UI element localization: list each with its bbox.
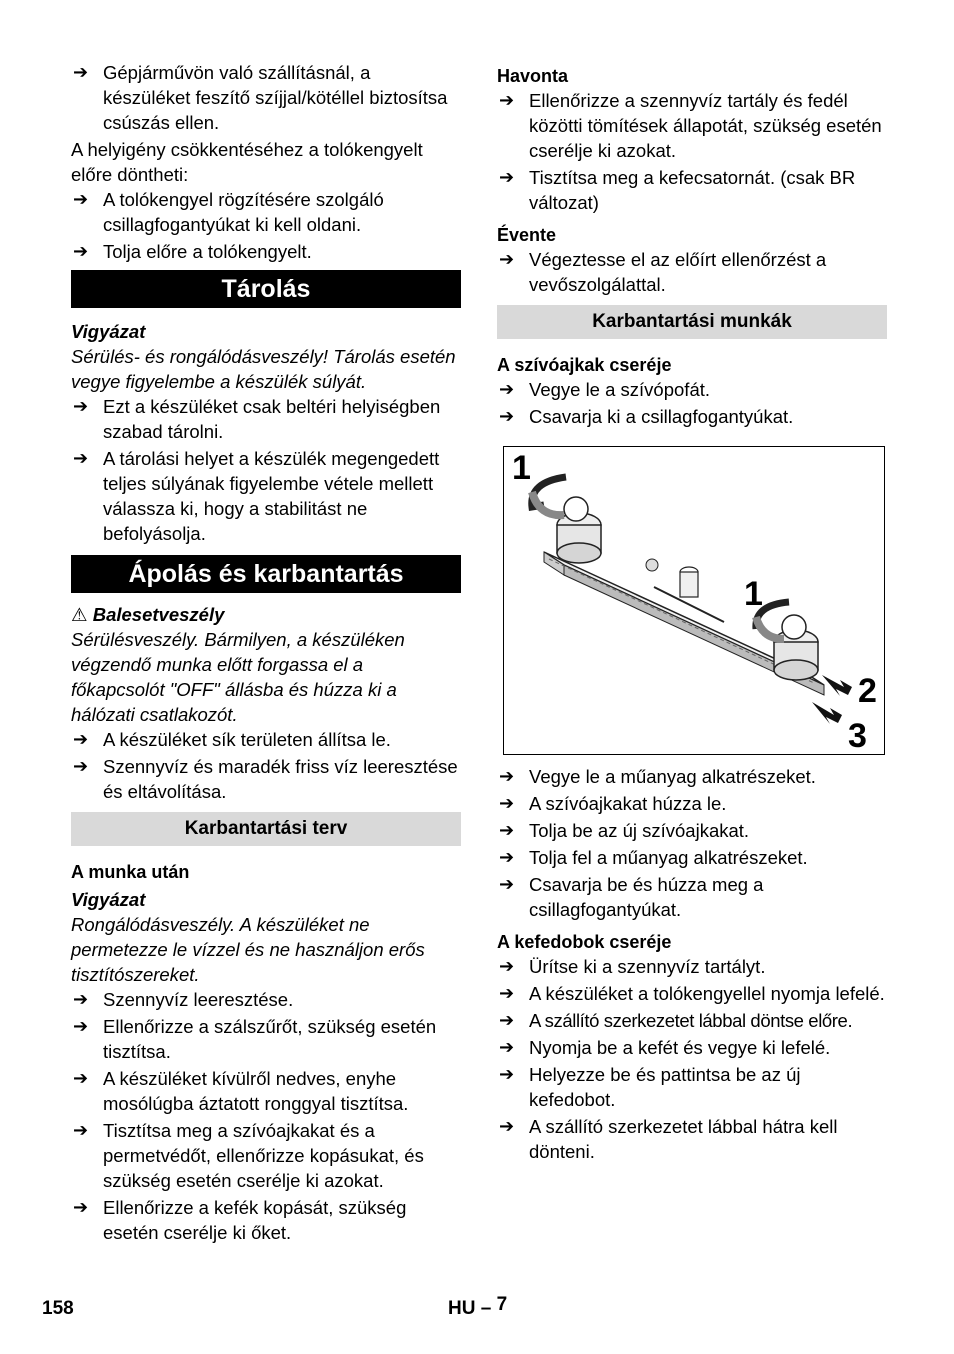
subheading-brush-replacement: A kefedobok cseréje bbox=[497, 932, 672, 952]
subheading-yearly: Évente bbox=[497, 225, 557, 245]
arrow-icon: ➔ bbox=[499, 793, 515, 813]
caution-title: Vigyázat bbox=[71, 889, 146, 910]
figure-label-1b: 1 bbox=[744, 575, 763, 613]
arrow-icon: ➔ bbox=[499, 379, 515, 399]
list-item: ➔ Vegye le a műanyag alkatrészeket. bbox=[499, 766, 816, 787]
suction-bar-illustration bbox=[504, 447, 884, 754]
list-item: ➔ Tisztítsa meg a szívóajkakat és a permetvédőt, ellenőrizze kopásukat, és szükség esetén cserélje ki azokat. bbox=[73, 1120, 424, 1191]
danger-title: ⚠ Balesetveszély bbox=[71, 604, 225, 625]
section-heading-storage: Tárolás bbox=[71, 270, 461, 308]
section-heading-plan: Karbantartási terv bbox=[71, 812, 461, 846]
list-item: ➔ Ezt a készüléket csak beltéri helyiségben szabad tárolni. bbox=[73, 396, 441, 442]
list-item: ➔ Ellenőrizze a szálszűrőt, szükség esetén tisztítsa. bbox=[73, 1016, 437, 1062]
arrow-icon: ➔ bbox=[499, 1010, 514, 1030]
figure-label-2: 2 bbox=[858, 672, 877, 710]
suction-bar-figure bbox=[503, 446, 885, 755]
arrow-icon: ➔ bbox=[499, 766, 515, 786]
arrow-icon: ➔ bbox=[499, 167, 515, 187]
warning-icon: ⚠ bbox=[71, 604, 88, 625]
arrow-icon: ➔ bbox=[499, 874, 515, 894]
arrow-icon: ➔ bbox=[499, 90, 515, 110]
subheading-lip-replacement: A szívóajkak cseréje bbox=[497, 355, 672, 375]
list-item: ➔ A készüléket a tolókengyellel nyomja lefelé. bbox=[499, 983, 885, 1004]
list-item: ➔ Végeztesse el az előírt ellenőrzést a vevőszolgálattal. bbox=[499, 249, 827, 295]
arrow-icon: ➔ bbox=[499, 820, 515, 840]
subheading-monthly: Havonta bbox=[497, 66, 569, 86]
caution-text: Rongálódásveszély. A készüléket ne permetezze le vízzel és ne használjon erős tisztítószereket. bbox=[71, 914, 425, 985]
list-item: ➔ Szennyvíz és maradék friss víz leeresztése és eltávolítása. bbox=[73, 756, 458, 802]
list-item: ➔ Ellenőrizze a kefék kopását, szükség esetén cserélje ki őket. bbox=[73, 1197, 407, 1243]
list-item: ➔ Tisztítsa meg a kefecsatornát. (csak BR változat) bbox=[499, 167, 856, 213]
list-item: ➔ Nyomja be a kefét és vegye ki lefelé. bbox=[499, 1037, 831, 1058]
arrow-icon: ➔ bbox=[73, 1197, 89, 1217]
arrow-icon: ➔ bbox=[499, 983, 515, 1003]
arrow-icon: ➔ bbox=[499, 406, 515, 426]
list-item: ➔ Szennyvíz leeresztése. bbox=[73, 989, 294, 1010]
arrow-icon: ➔ bbox=[499, 1116, 515, 1136]
arrow-icon: ➔ bbox=[499, 847, 515, 867]
arrow-icon: ➔ bbox=[499, 1064, 515, 1084]
list-item: ➔ Ürítse ki a szennyvíz tartályt. bbox=[499, 956, 766, 977]
arrow-icon: ➔ bbox=[499, 249, 515, 269]
arrow-icon: ➔ bbox=[73, 448, 89, 468]
left-column bbox=[71, 60, 461, 1247]
list-item: ➔ Ellenőrizze a szennyvíz tartály és fedél közötti tömítések állapotát, szükség esetén cserélje ki azokat. bbox=[499, 90, 882, 161]
list-item: ➔ Csavarja ki a csillagfogantyúkat. bbox=[499, 406, 794, 427]
list-item: ➔ Tolja előre a tolókengyelt. bbox=[73, 241, 312, 262]
list-item: ➔ A szállító szerkezetet lábbal döntse előre. bbox=[499, 1010, 853, 1031]
list-item: ➔ Tolja fel a műanyag alkatrészeket. bbox=[499, 847, 808, 868]
arrow-icon: ➔ bbox=[73, 62, 89, 82]
subheading-after-work: A munka után bbox=[71, 862, 190, 882]
page-number: 158 bbox=[42, 1298, 74, 1319]
list-item: ➔ Helyezze be és pattintsa be az új kefedobot. bbox=[499, 1064, 801, 1110]
list-item: ➔ A szállító szerkezetet lábbal hátra kell dönteni. bbox=[499, 1116, 838, 1162]
list-item: ➔ Gépjárművön való szállításnál, a készüléket feszítő szíjjal/kötéllel biztosítsa csúszás ellen. bbox=[73, 62, 448, 133]
list-item: ➔ A tolókengyel rögzítésére szolgáló csillagfogantyúkat ki kell oldani. bbox=[73, 189, 384, 235]
arrow-icon: ➔ bbox=[73, 1120, 89, 1140]
list-item: ➔ Vegye le a szívópofát. bbox=[499, 379, 711, 400]
list-item: ➔ A készüléket sík területen állítsa le. bbox=[73, 729, 391, 750]
list-item: ➔ A készüléket kívülről nedves, enyhe mosólúgba áztatott ronggyal tisztítsa. bbox=[73, 1068, 409, 1114]
section-heading-care: Ápolás és karbantartás bbox=[71, 555, 461, 593]
arrow-icon: ➔ bbox=[73, 1068, 89, 1088]
arrow-icon: ➔ bbox=[73, 241, 89, 261]
paragraph: A helyigény csökkentéséhez a tolókengyelt előre döntheti: bbox=[71, 139, 423, 185]
arrow-icon: ➔ bbox=[73, 396, 89, 416]
figure-label-1a: 1 bbox=[512, 449, 531, 487]
arrow-icon: ➔ bbox=[73, 1016, 89, 1036]
caution-text: Sérülés- és rongálódásveszély! Tárolás esetén vegye figyelembe a készülék súlyát. bbox=[71, 346, 456, 392]
arrow-icon: ➔ bbox=[499, 1037, 515, 1057]
figure-label-3: 3 bbox=[848, 717, 867, 754]
section-heading-work: Karbantartási munkák bbox=[497, 305, 887, 339]
danger-text: Sérülésveszély. Bármilyen, a készüléken végzendő munka előtt forgassa el a főkapcsolót "OFF" állásba és húzza ki a hálózati csatlakozót. bbox=[71, 629, 405, 725]
footer-lang: HU – 7 bbox=[448, 1294, 508, 1319]
arrow-icon: ➔ bbox=[73, 989, 89, 1009]
arrow-icon: ➔ bbox=[73, 756, 89, 776]
arrow-icon: ➔ bbox=[73, 189, 89, 209]
caution-title: Vigyázat bbox=[71, 321, 146, 342]
arrow-icon: ➔ bbox=[499, 956, 515, 976]
list-item: ➔ A tárolási helyet a készülék megengedett teljes súlyának figyelembe vétele mellett válassza ki, hogy a stabilitást ne befolyásolja. bbox=[73, 448, 440, 544]
list-item: ➔ Tolja be az új szívóajkakat. bbox=[499, 820, 750, 841]
list-item: ➔ Csavarja be és húzza meg a csillagfogantyúkat. bbox=[499, 874, 764, 920]
arrow-icon: ➔ bbox=[73, 729, 89, 749]
right-column bbox=[497, 64, 887, 1166]
list-item: ➔ A szívóajkakat húzza le. bbox=[499, 793, 727, 814]
